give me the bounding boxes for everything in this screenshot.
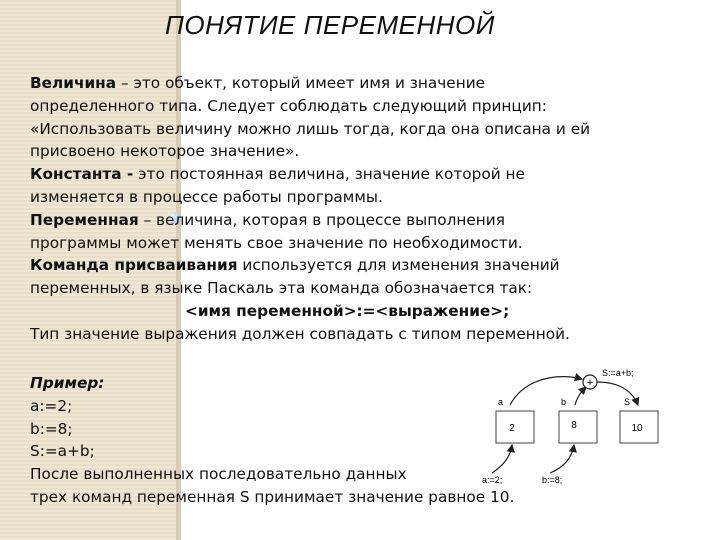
example-title: Пример: xyxy=(30,374,105,392)
cell-a xyxy=(496,411,534,443)
p1-line4: присвоено некоторое значение». xyxy=(30,142,300,161)
cell-b-label: b xyxy=(561,397,567,407)
example-after-1: После выполненных последовательно данных xyxy=(30,465,407,484)
p1-line3: «Использовать величину можно лишь тогда, когда она описана и ей xyxy=(30,119,591,138)
arrow-assign-a xyxy=(492,445,512,473)
p1-line1: Величина – это объект, который имеет имя и значение xyxy=(30,74,486,92)
p3-line2: программы может менять свое значение по необходимости. xyxy=(30,233,523,252)
definitions-text xyxy=(30,72,710,346)
assignment-syntax: <имя переменной>:=<выражение>; xyxy=(185,301,510,320)
arrow-assign-b xyxy=(550,445,574,473)
cell-s-value: 10 xyxy=(631,423,643,434)
plus-sign: + xyxy=(586,377,594,389)
cell-a-value: 2 xyxy=(509,423,515,434)
p4-line1: Команда присваивания используется для изменения значений xyxy=(30,256,560,275)
p4-line2: переменных, в языке Паскаль эта команда обозначается так: xyxy=(30,279,533,298)
term-peremennaya: Переменная xyxy=(30,210,139,229)
p5-line1: Тип значение выражения должен совпадать с типом переменной. xyxy=(30,324,570,343)
assign-b-label: b:=8; xyxy=(542,475,563,485)
example-line-3: S:=a+b; xyxy=(30,442,95,461)
p2-line1: Константа - это постоянная величина, значение которой не xyxy=(30,165,525,184)
example-line-2: b:=8; xyxy=(30,419,73,438)
p3-line1: Переменная – величина, которая в процессе выполнения xyxy=(30,210,505,229)
p1-line2: определенного типа. Следует соблюдать следующий принцип: xyxy=(30,96,547,115)
arrow-a-to-plus xyxy=(510,377,582,405)
term-velichina: Величина xyxy=(30,74,117,92)
example-line-1: a:=2; xyxy=(30,396,73,415)
arrow-plus-to-s xyxy=(597,382,638,405)
p2-line2: изменяется в процессе работы программы. xyxy=(30,187,383,206)
diagram-top-label: S:=a+b; xyxy=(602,368,634,378)
assignment-diagram xyxy=(470,365,680,495)
cell-a-label: a xyxy=(498,397,504,407)
term-konstanta: Константа - xyxy=(30,165,134,184)
example-block xyxy=(30,372,514,509)
cell-b-value: 8 xyxy=(571,420,577,431)
slide-title: ПОНЯТИЕ ПЕРЕМЕННОЙ xyxy=(165,10,495,40)
term-komanda: Команда присваивания xyxy=(30,256,238,275)
cell-b xyxy=(559,411,597,443)
example-after-2: трех команд переменная S принимает значение равное 10. xyxy=(30,487,515,506)
cell-s-label: S xyxy=(624,397,631,407)
arrow-b-to-plus xyxy=(575,387,586,405)
assign-a-label: a:=2; xyxy=(482,475,503,485)
